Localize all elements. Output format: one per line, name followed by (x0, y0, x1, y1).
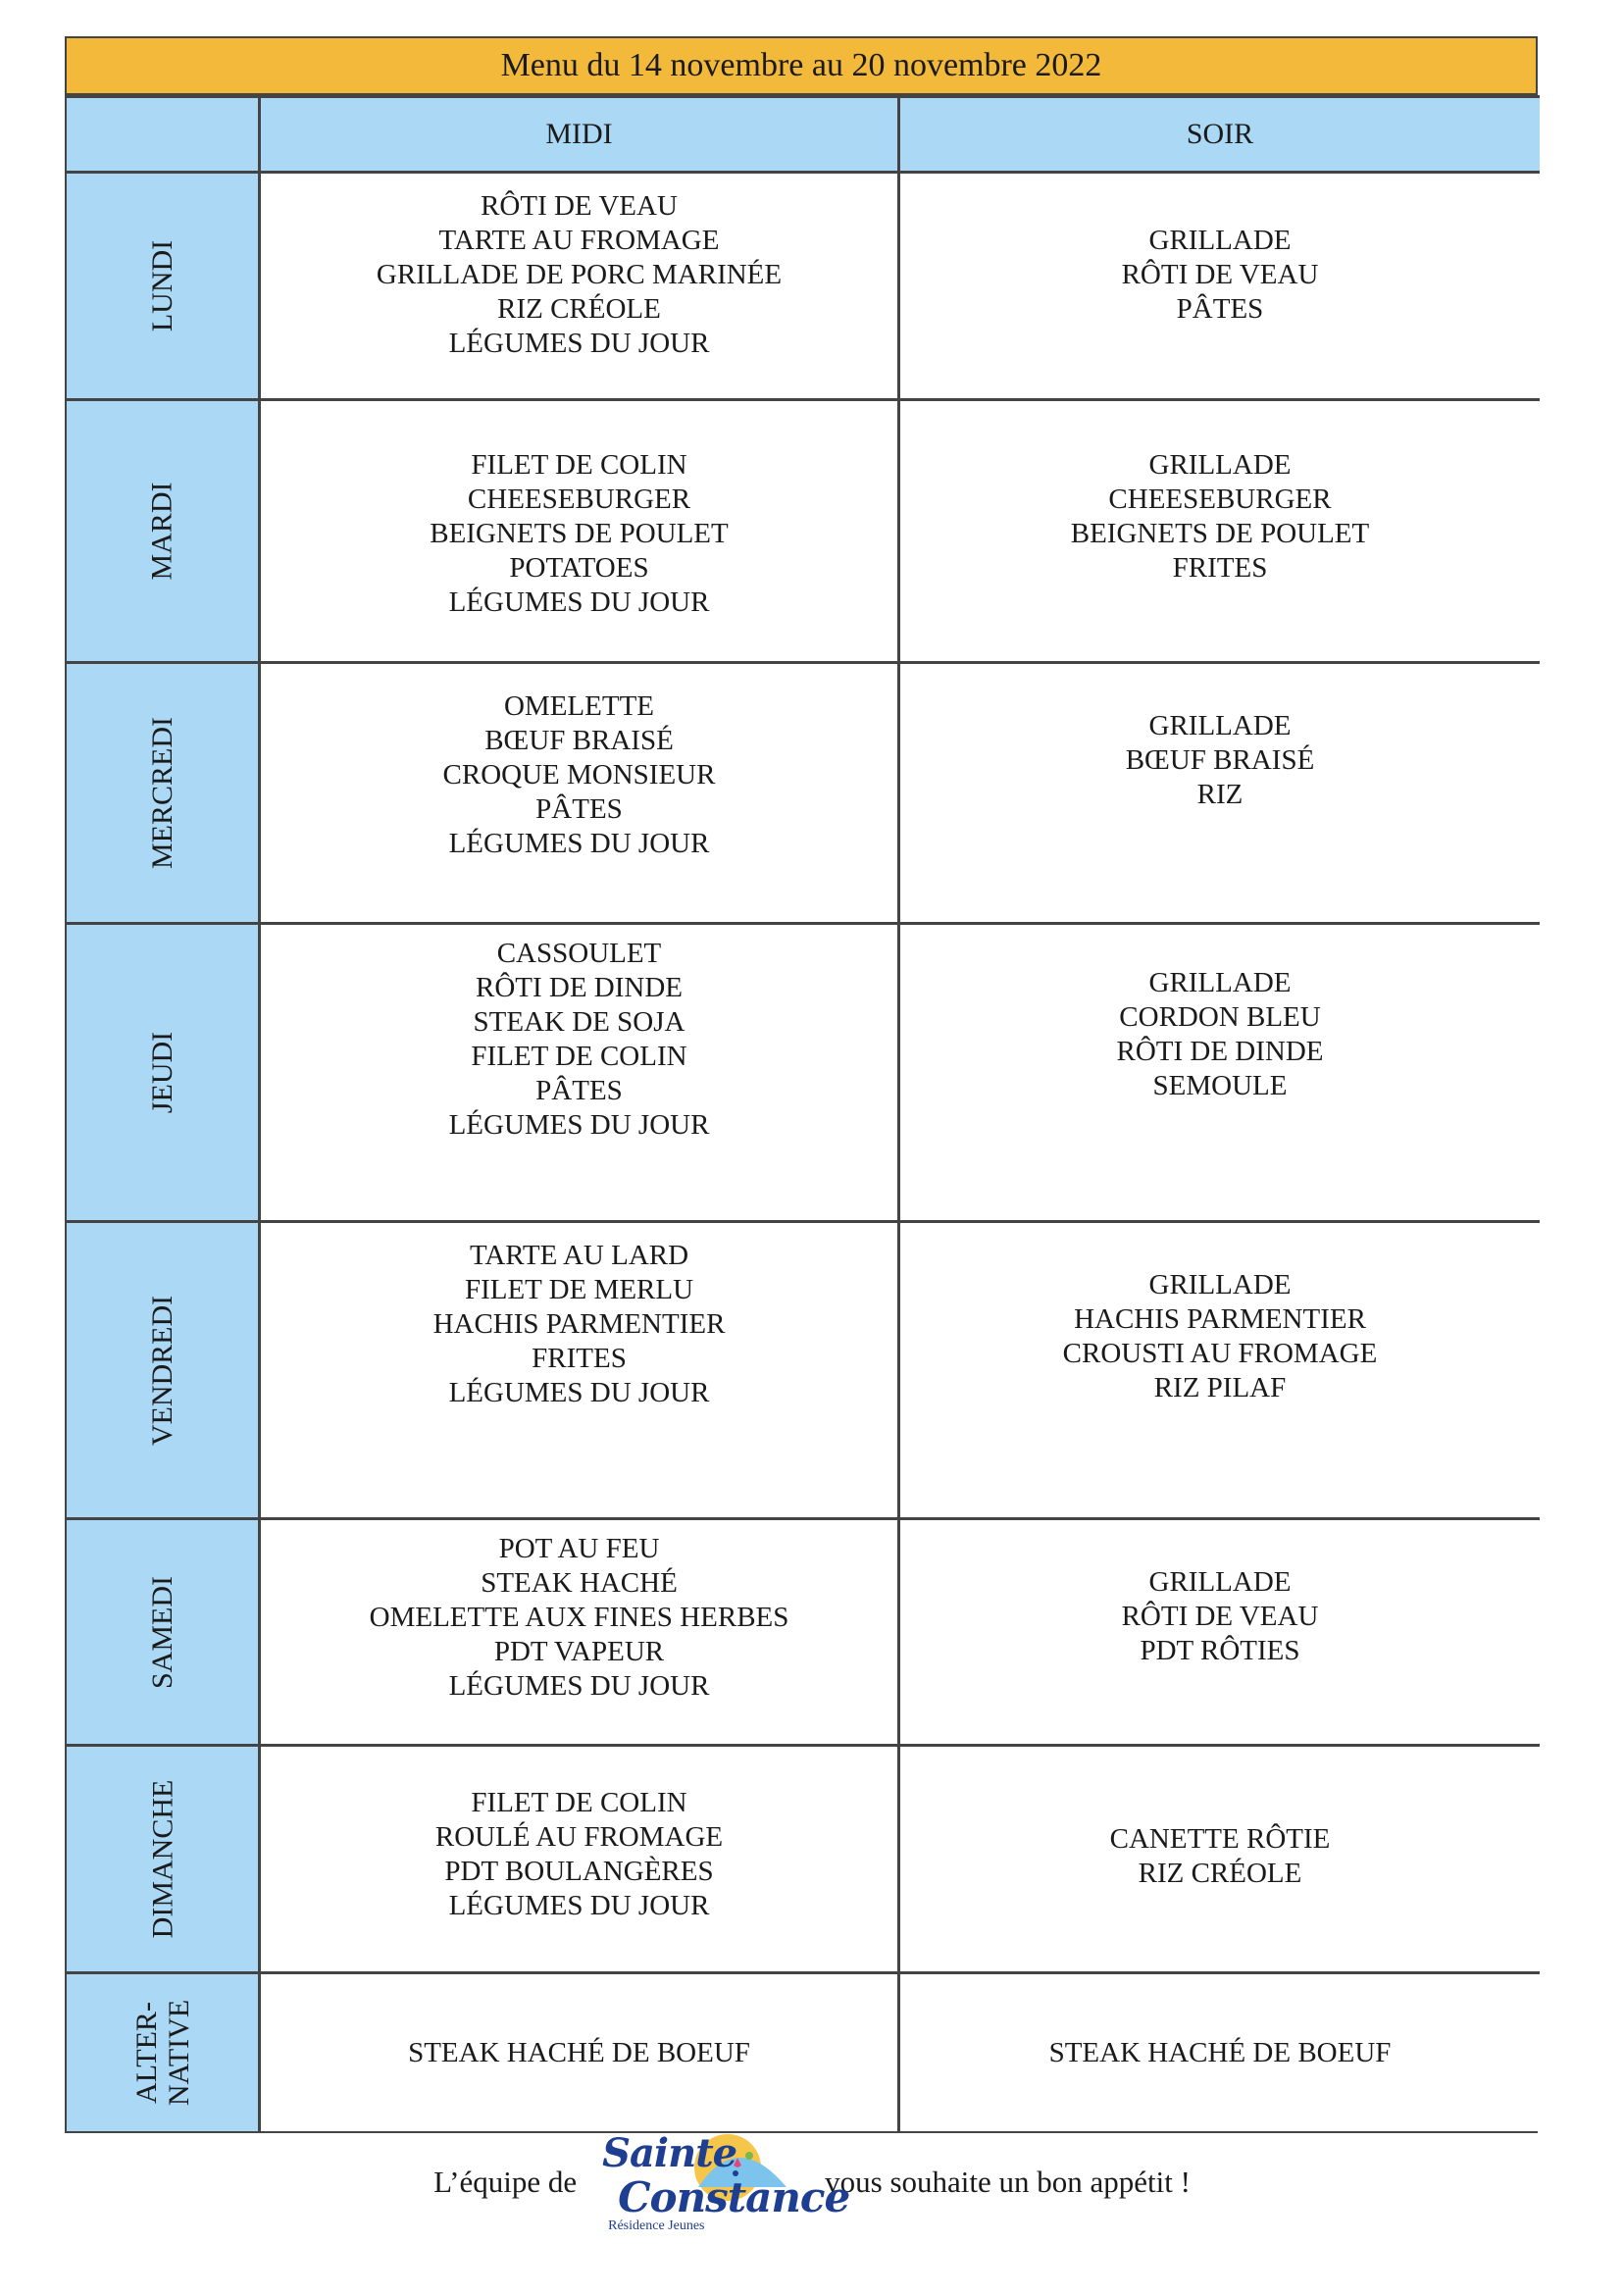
midi-cell-jeudi (261, 922, 900, 1220)
column-header-soir: SOIR (900, 95, 1540, 171)
soir-cell-jeudi (900, 922, 1540, 1220)
menu-item: BEIGNETS DE POULET (430, 518, 729, 549)
midi-cell-alternative (261, 1971, 900, 2131)
menu-item: FRITES (1172, 552, 1268, 584)
menu-item: RIZ PILAF (1153, 1372, 1287, 1403)
day-label-samedi (67, 1517, 261, 1744)
menu-item: PDT BOULANGÈRES (444, 1856, 714, 1887)
midi-cell-samedi (261, 1517, 900, 1744)
menu-item: CROQUE MONSIEUR (442, 759, 716, 790)
menu-item: FILET DE COLIN (471, 449, 687, 481)
logo-tagline: Résidence Jeunes (608, 2218, 705, 2233)
menu-item: LÉGUMES DU JOUR (448, 1670, 710, 1702)
menu-item: LÉGUMES DU JOUR (448, 1890, 710, 1921)
logo-word-sainte: Sainte (602, 2130, 737, 2176)
menu-item: LÉGUMES DU JOUR (448, 328, 710, 359)
menu-item: PÂTES (535, 1075, 623, 1106)
day-label-text: MARDI (145, 482, 178, 581)
menu-item: TARTE AU FROMAGE (438, 225, 720, 256)
menu-item: FILET DE COLIN (471, 1787, 687, 1818)
soir-cell-mercredi (900, 661, 1540, 922)
menu-item: FRITES (532, 1343, 627, 1374)
menu-item: CROUSTI AU FROMAGE (1062, 1338, 1378, 1369)
menu-item: CORDON BLEU (1119, 1001, 1321, 1033)
menu-item: RÔTI DE DINDE (1116, 1036, 1324, 1067)
day-label-text: LUNDI (146, 239, 178, 332)
menu-item: RÔTI DE VEAU (481, 190, 678, 222)
day-label-alternative (67, 1971, 261, 2131)
day-label-mercredi (67, 661, 261, 922)
day-label-text: MERCREDI (145, 716, 178, 870)
menu-grid (65, 95, 1538, 2133)
menu-item: GRILLADE (1148, 710, 1292, 741)
menu-item: RÔTI DE DINDE (475, 972, 683, 1003)
menu-item: SEMOULE (1152, 1070, 1288, 1101)
soir-cell-samedi (900, 1517, 1540, 1744)
menu-item: CANETTE RÔTIE (1109, 1823, 1331, 1855)
menu-item: LÉGUMES DU JOUR (448, 1109, 710, 1141)
day-label-text: SAMEDI (145, 1575, 178, 1689)
menu-item: LÉGUMES DU JOUR (448, 586, 710, 618)
menu-item: FILET DE MERLU (464, 1274, 694, 1305)
weekly-menu (65, 36, 1538, 2133)
menu-item: PÂTES (1176, 293, 1264, 325)
menu-item: TARTE AU LARD (469, 1240, 689, 1271)
menu-item: CASSOULET (496, 938, 662, 969)
menu-item: FILET DE COLIN (471, 1041, 687, 1072)
menu-item: STEAK HACHÉ DE BOEUF (1048, 2036, 1392, 2068)
menu-item: POTATOES (509, 552, 649, 584)
menu-item: GRILLADE (1148, 1566, 1292, 1598)
menu-item: GRILLADE (1148, 225, 1292, 256)
menu-item: RIZ CRÉOLE (1138, 1858, 1302, 1889)
menu-item: PDT RÔTIES (1140, 1635, 1300, 1666)
menu-item: PDT VAPEUR (493, 1636, 665, 1667)
menu-item: LÉGUMES DU JOUR (448, 828, 710, 859)
midi-cell-mercredi (261, 661, 900, 922)
soir-cell-dimanche (900, 1744, 1540, 1971)
day-label-vendredi (67, 1220, 261, 1517)
alternative-label-line2: NATIVE (162, 1999, 195, 2107)
menu-item: BŒUF BRAISÉ (484, 725, 674, 756)
menu-item: RIZ CRÉOLE (497, 293, 661, 325)
menu-item: CHEESEBURGER (1108, 484, 1332, 515)
menu-item: GRILLADE (1148, 1269, 1292, 1300)
menu-item: ROULÉ AU FROMAGE (434, 1821, 724, 1853)
alternative-label-text (130, 1974, 195, 2131)
menu-item: GRILLADE (1148, 967, 1292, 998)
day-label-dimanche (67, 1744, 261, 1971)
menu-item: BŒUF BRAISÉ (1125, 744, 1315, 776)
menu-item: GRILLADE (1148, 449, 1292, 481)
day-label-lundi (67, 171, 261, 398)
footer-text-before: L’équipe de (433, 2165, 578, 2199)
menu-item: RIZ (1196, 779, 1243, 810)
menu-item: GRILLADE DE PORC MARINÉE (376, 259, 783, 290)
day-label-text: VENDREDI (146, 1295, 178, 1446)
menu-item: STEAK HACHÉ DE BOEUF (408, 2036, 750, 2068)
midi-cell-mardi (261, 398, 900, 661)
column-header-midi: MIDI (261, 95, 900, 171)
menu-item: OMELETTE AUX FINES HERBES (369, 1602, 789, 1633)
footer-text-after: vous souhaite un bon appétit ! (825, 2165, 1191, 2199)
menu-item: POT AU FEU (498, 1533, 660, 1564)
soir-cell-mardi (900, 398, 1540, 661)
menu-item: HACHIS PARMENTIER (432, 1308, 726, 1340)
menu-item: PÂTES (535, 793, 623, 825)
menu-item: OMELETTE (503, 690, 654, 722)
day-label-text: DIMANCHE (145, 1779, 178, 1939)
soir-cell-lundi (900, 171, 1540, 398)
menu-item: HACHIS PARMENTIER (1074, 1303, 1366, 1335)
menu-item: CHEESEBURGER (467, 484, 691, 515)
menu-item: RÔTI DE VEAU (1121, 259, 1319, 290)
day-label-mardi (67, 398, 261, 661)
midi-cell-dimanche (261, 1744, 900, 1971)
soir-cell-vendredi (900, 1220, 1540, 1517)
menu-item: STEAK HACHÉ (481, 1567, 678, 1599)
menu-item: RÔTI DE VEAU (1121, 1601, 1319, 1632)
day-label-jeudi (67, 922, 261, 1220)
menu-title: Menu du 14 novembre au 20 novembre 2022 (65, 36, 1538, 95)
menu-item: STEAK DE SOJA (473, 1006, 685, 1038)
midi-cell-lundi (261, 171, 900, 398)
alternative-label-line1: ALTER- (129, 2002, 163, 2104)
menu-item: BEIGNETS DE POULET (1070, 518, 1370, 549)
day-label-text: JEUDI (145, 1031, 178, 1114)
midi-cell-vendredi (261, 1220, 900, 1517)
menu-item: LÉGUMES DU JOUR (448, 1377, 710, 1408)
corner-cell (67, 95, 261, 171)
sainte-constance-logo (590, 2128, 850, 2236)
soir-cell-alternative (900, 1971, 1540, 2131)
logo-word-constance: Constance (618, 2173, 850, 2221)
footer (0, 2123, 1624, 2241)
